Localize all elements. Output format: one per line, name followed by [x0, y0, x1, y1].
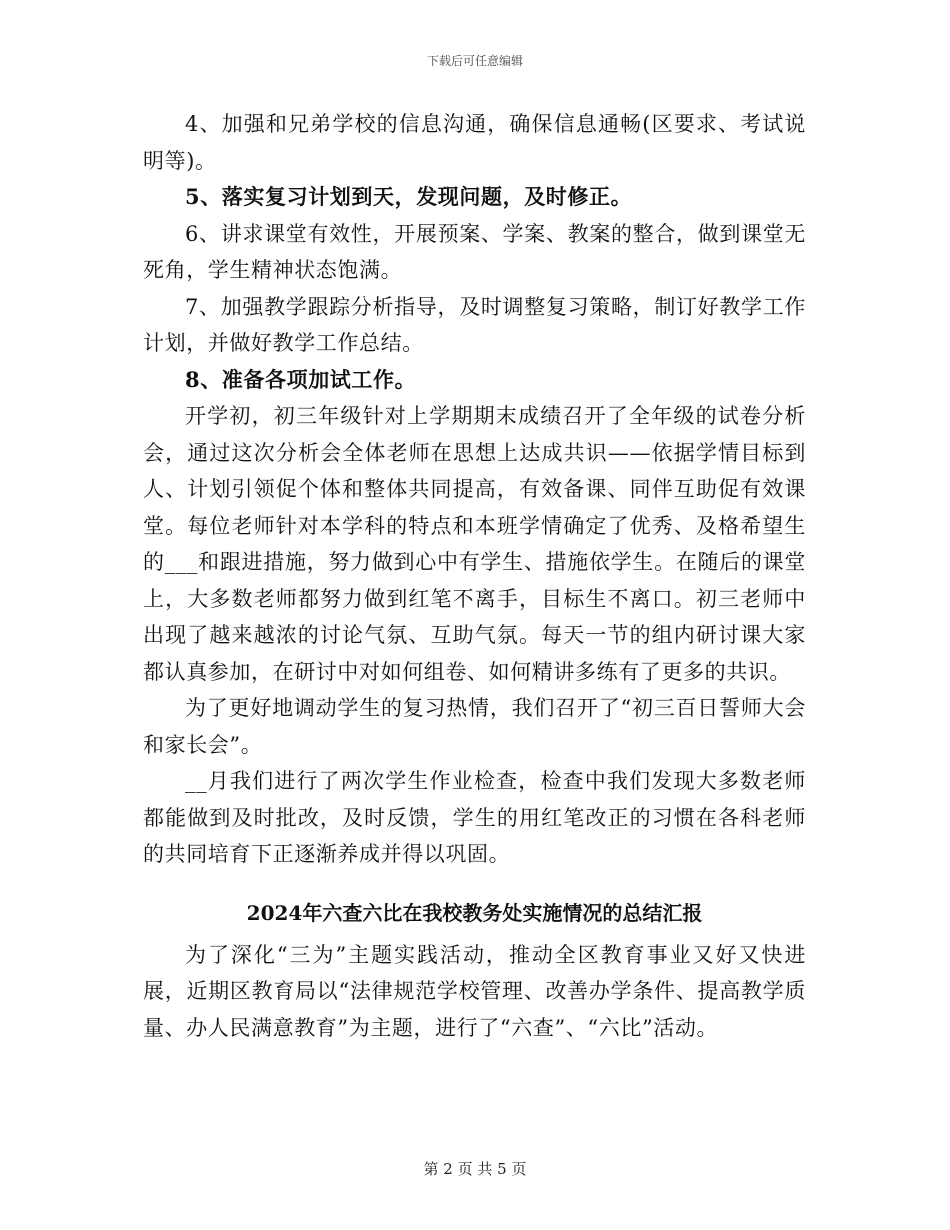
page-footer: 第 2 页 共 5 页 — [423, 1160, 527, 1178]
page-header: 下载后可任意编辑 — [426, 54, 523, 68]
section-paragraph: 为了深化“三为”主题实践活动，推动全区教育事业又好又快进展，近期区教育局以“法律规范学校管理、改善办学条件、提高教学质量、办人民满意教育”为主题，进行了“六查”、“六比”活动。 — [143, 942, 806, 1040]
document-body — [143, 106, 806, 1046]
section-title: 2024年六查六比在我校教务处实施情况的总结汇报 — [246, 900, 703, 925]
paragraph-oath-meeting: 为了更好地调动学生的复习热情，我们召开了“初三百日誓师大会和家长会”。 — [143, 696, 806, 757]
paragraph-semester-start: 开学初，初三年级针对上学期期末成绩召开了全年级的试卷分析会，通过这次分析会全体老师在思想上达成共识——依据学情目标到人、计划引领促个体和整体共同提高，有效备课、同伴互助促有效课堂。每位老师针对本学科的特点和本班学情确定了优秀、及格希望生的___和跟进措施，努力做到心中有学生、措施依学生。在随后的课堂上，大多数老师都努力做到红笔不离手，目标生不离口。初三老师中出现了越来越浓的讨论气氛、互助气氛。每天一节的组内研讨课大家都认真参加，在研讨中对如何组卷、如何精讲多练有了更多的共识。 — [143, 404, 806, 684]
item-7: 7、加强教学跟踪分析指导，及时调整复习策略，制订好教学工作计划，并做好教学工作总结。 — [143, 294, 806, 355]
paragraph-homework-check: __月我们进行了两次学生作业检查，检查中我们发现大多数老师都能做到及时批改，及时反馈，学生的用红笔改正的习惯在各科老师的共同培育下正逐渐养成并得以巩固。 — [143, 769, 806, 866]
item-5: 5、落实复习计划到天，发现问题，及时修正。 — [185, 184, 633, 209]
item-6: 6、讲求课堂有效性，开展预案、学案、教案的整合，做到课堂无死角，学生精神状态饱满。 — [143, 221, 806, 282]
item-8: 8、准备各项加试工作。 — [185, 366, 417, 392]
item-4: 4、加强和兄弟学校的信息沟通，确保信息通畅(区要求、考试说明等)。 — [143, 112, 806, 173]
